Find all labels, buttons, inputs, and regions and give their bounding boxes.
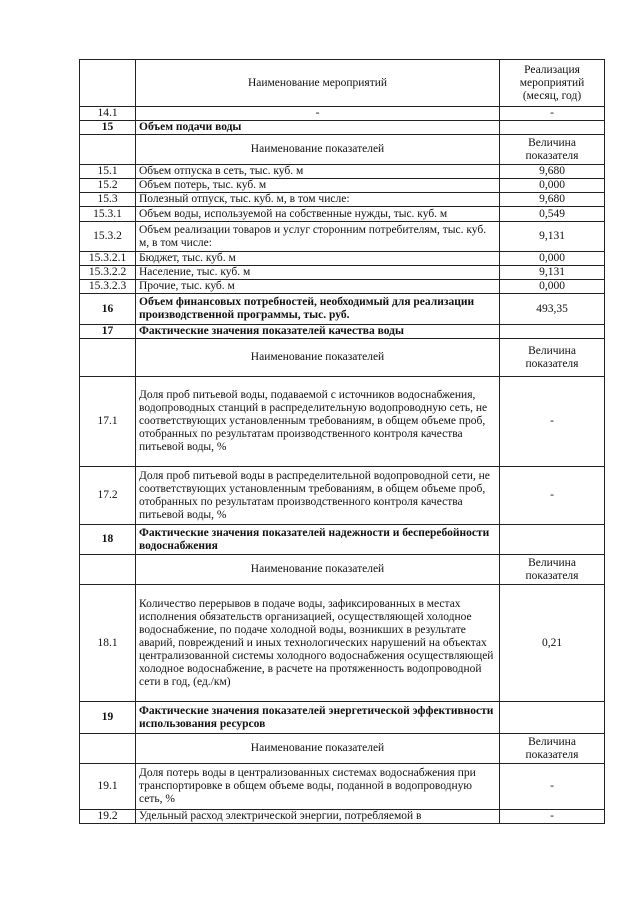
table-row: 15.3.2.2 Население, тыс. куб. м 9,131 (80, 266, 605, 280)
section-row: 18 Фактические значения показателей надежности и бесперебойности водоснабжения (80, 525, 605, 555)
sub-header-row: Наименование показателей Величина показателя (80, 135, 605, 165)
production-program-table (79, 59, 605, 824)
header-impl-cell: Реализация мероприятий (месяц, год) (500, 60, 605, 107)
table-row: 18.1 Количество перерывов в подаче воды, зафиксированных в местах исполнения обязательств организацией, осуществляющей холодное водоснабжение, по подаче холодной воды, возникших в результате аварий, повреждений и иных технологических нарушений на объектах централизованной системы холодного водоснабжения осуществляющей холодное водоснабжение, в расчете на протяженность водопроводной сети в год, (ед./км) 0,21 (80, 585, 605, 702)
table-row: 14.1 - - (80, 107, 605, 121)
sub-header-row: Наименование показателей Величина показателя (80, 734, 605, 764)
table-row: 15.3 Полезный отпуск, тыс. куб. м, в том числе: 9,680 (80, 193, 605, 207)
section-row: 19 Фактические значения показателей энергетической эффективности использования ресурсов (80, 702, 605, 734)
sub-header-row: Наименование показателей Величина показателя (80, 339, 605, 377)
table-row: 15.1 Объем отпуска в сеть, тыс. куб. м 9,680 (80, 165, 605, 179)
table-row: 15.3.1 Объем воды, используемой на собственные нужды, тыс. куб. м 0,549 (80, 207, 605, 222)
table-row: 15.2 Объем потерь, тыс. куб. м 0,000 (80, 179, 605, 193)
header-name-cell: Наименование мероприятий (136, 60, 500, 107)
table-row: 17.2 Доля проб питьевой воды в распределительной водопроводной сети, не соответствующих установленным требованиям, в общем объеме проб, отобранных по результатам производственного контроля качества питьевой воды, % - (80, 467, 605, 525)
table-row: 15.3.2.3 Прочие, тыс. куб. м 0,000 (80, 280, 605, 294)
table-row: 17.1 Доля проб питьевой воды, подаваемой с источников водоснабжения, водопроводных станций в распределительную водопроводную сеть, не соответствующих установленным требованиям, в общем объеме проб, отобранных по результатам производственного контроля качества питьевой воды, % - (80, 377, 605, 467)
section-row: 15 Объем подачи воды (80, 121, 605, 135)
table-row: 15.3.2 Объем реализации товаров и услуг сторонним потребителям, тыс. куб. м, в том числе: 9,131 (80, 222, 605, 252)
table-row: 15.3.2.1 Бюджет, тыс. куб. м 0,000 (80, 252, 605, 266)
table-row: 19.2 Удельный расход электрической энергии, потребляемой в - (80, 810, 605, 824)
table-row: 19.1 Доля потерь воды в централизованных системах водоснабжения при транспортировке в общем объеме воды, поданной в водопроводную сеть, % - (80, 764, 605, 810)
sub-header-row: Наименование показателей Величина показателя (80, 555, 605, 585)
header-num-cell (80, 60, 136, 107)
section-row: 17 Фактические значения показателей качества воды (80, 325, 605, 339)
table-header-row (80, 60, 605, 107)
section-row: 16 Объем финансовых потребностей, необходимый для реализации производственной программы, тыс. руб. 493,35 (80, 294, 605, 325)
